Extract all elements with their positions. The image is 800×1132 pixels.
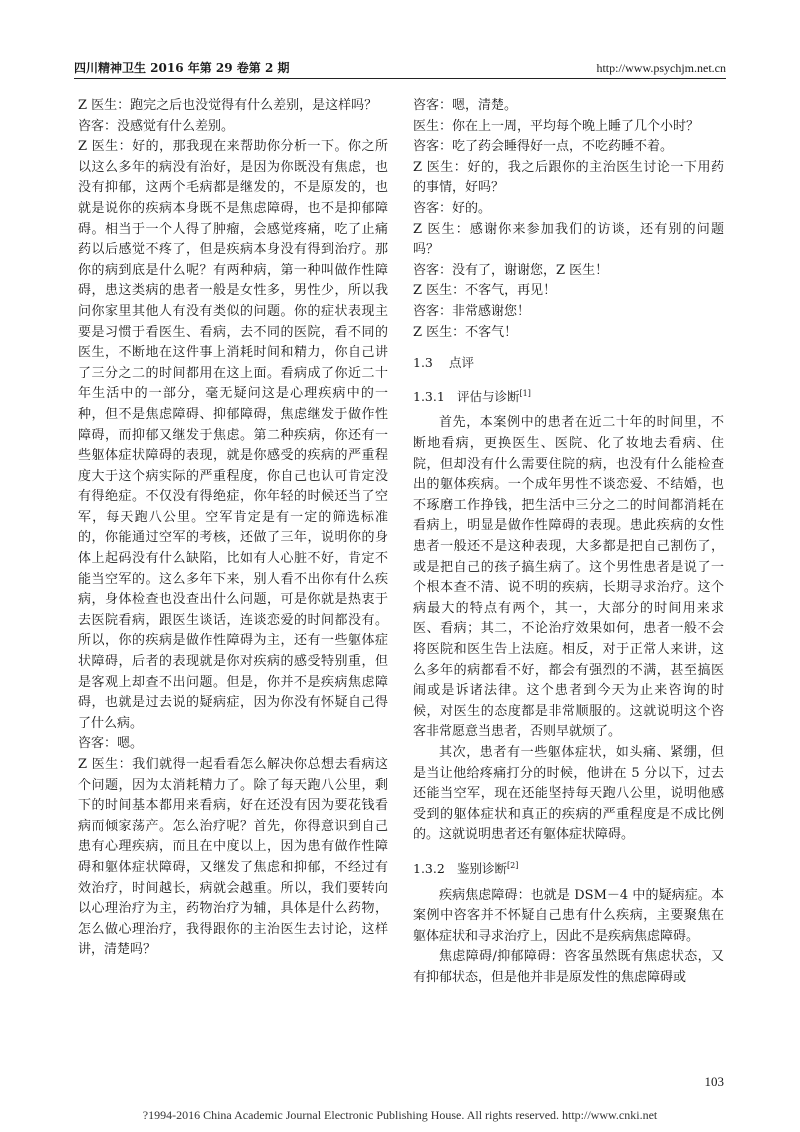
dialog-line: 咨客：吃了药会睡得好一点，不吃药睡不着。 <box>413 139 674 155</box>
dialog-line: Z 医生：感谢你来参加我们的访谈，还有别的问题吗？ <box>413 221 724 258</box>
dialog-line: 咨客：好的。 <box>413 200 492 216</box>
running-header <box>74 58 726 79</box>
paragraph: 焦虑障碍/抑郁障碍：咨客虽然既有焦虑状态，又有抑郁状态，但是他并非是原发性的焦虑障碍或 <box>413 949 724 986</box>
section-number: 1.3 <box>413 355 433 371</box>
dialog-line: 咨客：没有了，谢谢您，Z 医生！ <box>413 262 609 278</box>
dialog-line: 咨客：嗯。 <box>78 736 144 752</box>
dialog-line: Z 医生：好的，那我现在来帮助你分析一下。你之所以这么多年的病没有治好，是因为你既没有焦虑，也没有抑郁，这两个毛病都是继发的，不是原发的，也就是说你的疾病本身既不是焦虑障碍，也不是抑郁障碍。相当于一个人得了肿瘤，会感觉疼痛，吃了止痛药以后感觉不疼了，但是疾病本身没有得到治疗。那你的病到底是什么呢？有两种病，第一种叫做作性障碍，患这类病的患者一般是女性多，男性少，所以我问你家里其他人有没有类似的问题。你的症状表现主要是习惯于看医生、看病，去不同的医院，看不同的医生，不断地在这件事上消耗时间和精力，你自己讲了三分之二的时间都用在这上面。看病成了你近二十年生活中的一部分，毫无疑问这是心理疾病中的一种，但不是焦虑障碍、抑郁障碍，焦虑继发于做作性障碍，而抑郁又继发于焦虑。第二种疾病，你还有一些躯体症状障碍的表现，就是你感受的疾病的严重程度大于这个病实际的严重程度，你自己也认可肯定没有得绝症。不仅没有得绝症，你年轻的时候还当了空军，每天跑八公里。空军肯定是有一定的筛选标准的，你能通过空军的考核，还做了三年，说明你的身体上起码没有什么缺陷，比如有人心脏不好，肯定不能当空军的。这么多年下来，别人看不出你有什么疾病，身体检查也没查出什么问题，可是你就是热衷于去医院看病，跟医生谈话，连谈恋爱的时间都没有。所以，你的疾病是做作性障碍为主，还有一些躯体症状障碍，后者的表现就是你对疾病的感受特别重，但是客观上却查不出问题。但是，你并不是疾病焦虑障碍，也就是过去说的疑病症，因为你没有怀疑自己得了什么病。 <box>78 139 388 731</box>
page-number: 103 <box>704 1074 724 1089</box>
section-heading-1-3-2 <box>413 856 724 880</box>
section-title: 点评 <box>449 355 475 371</box>
section-heading-1-3 <box>413 353 724 374</box>
citation-ref[interactable]: [1] <box>519 388 531 398</box>
left-column <box>78 96 388 961</box>
paragraph: 疾病焦虑障碍：也就是 DSM－4 中的疑病症。本案例中咨客并不怀疑自己患有什么疾病，主要聚焦在躯体症状和寻求治疗上，因此不是疾病焦虑障碍。 <box>413 887 724 944</box>
dialog-line: Z 医生：我们就得一起看看怎么解决你总想去看病这个问题，因为太消耗精力了。除了每天跑八公里，剩下的时间基本都用来看病，好在还没有因为要花钱看病而倾家荡产。怎么治疗呢？首先，你得意识到自己患有心理疾病，而且在中度以上，因为患有做作性障碍和躯体症状障碍，又继发了焦虑和抑郁，不经过有效治疗，时间越长，病就会越重。所以，我们要转向以心理治疗为主，药物治疗为辅，具体是什么药物，怎么做心理治疗，我得跟你的主治医生去讨论，这样讲，清楚吗？ <box>78 757 388 958</box>
section-number: 1.3.1 <box>413 388 445 404</box>
dialog-line: Z 医生：不客气，再见！ <box>413 283 557 299</box>
citation-ref[interactable]: [2] <box>507 860 519 870</box>
section-number: 1.3.2 <box>413 861 445 877</box>
section-title: 评估与诊断 <box>457 388 520 404</box>
dialog-line: 咨客：没感觉有什么差别。 <box>78 118 235 134</box>
dialog-line: 医生：你在上一周，平均每个晚上睡了几个小时？ <box>413 118 700 134</box>
dialog-line: 咨客：非常感谢您！ <box>413 303 531 319</box>
paragraph: 其次，患者有一些躯体症状，如头痛、紧绷，但是当让他给疼痛打分的时候，他讲在 5 分以下，过去还能当空军，现在还能坚持每天跑八公里，说明他感受到的躯体症状和真正的疾病的严重程度是不成比例的。这就说明患者还有躯体症状障碍。 <box>413 744 724 843</box>
dialog-line: Z 医生：跑完之后也没觉得有什么差别，是这样吗？ <box>78 98 378 113</box>
section-heading-1-3-1 <box>413 384 724 408</box>
dialog-line: Z 医生：不客气！ <box>413 324 518 340</box>
journal-title: 四川精神卫生 2016 年第 29 卷第 2 期 <box>74 61 290 75</box>
copyright-footer: ?1994-2016 China Academic Journal Electronic Publishing House. All rights reserved. http://www.cnki.net <box>142 1108 658 1122</box>
dialog-line: 咨客：嗯，清楚。 <box>413 98 518 113</box>
paragraph: 首先，本案例中的患者在近二十年的时间里，不断地看病，更换医生、医院、化了妆地去看病、住院，但却没有什么需要住院的病，也没有什么能检查出的躯体疾病。一个成年男性不谈恋爱、不结婚，也不琢磨工作挣钱，把生活中三分之二的时间都消耗在看病上，明显是做作性障碍的表现。患此疾病的女性患者一般还不是这种表现，大多都是把自己割伤了，或是把自己的孩子搞生病了。这个男性患者是说了一个根本查不清、说不明的疾病，长期寻求治疗。这个病最大的特点有两个，其一，大部分的时间用来求医、看病；其二，不论治疗效果如何，患者一般不会将医院和医生告上法庭。相反，对于正常人来讲，这么多年的病都看不好，都会有强烈的不满，甚至搞医闹或是诉诸法律。这个患者到今天为止来咨询的时候，对医生的态度都是非常顺服的。这就说明这个咨客非常愿意当患者，否则早就烦了。 <box>413 415 724 740</box>
journal-url: http://www.psychjm.net.cn <box>596 61 726 75</box>
right-column <box>413 96 724 989</box>
dialog-line: Z 医生：好的，我之后跟你的主治医生讨论一下用药的事情，好吗？ <box>413 159 724 196</box>
section-title: 鉴别诊断 <box>457 861 508 877</box>
